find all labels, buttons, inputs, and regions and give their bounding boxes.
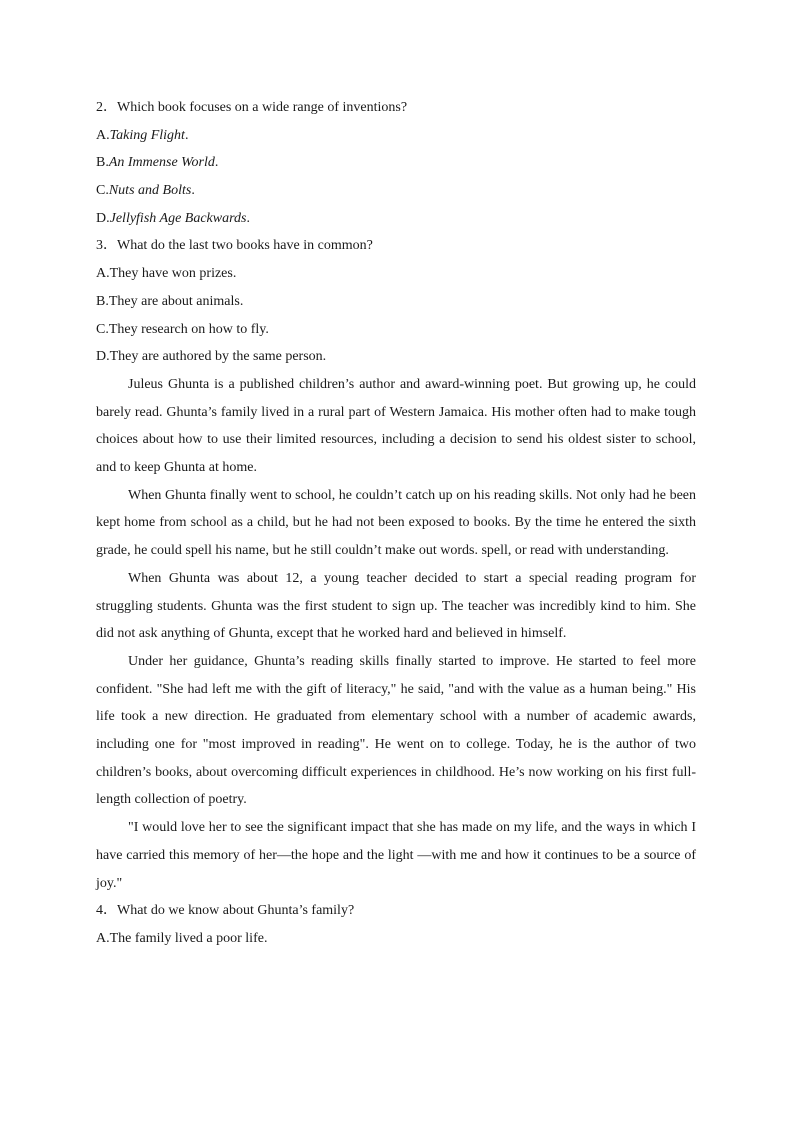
passage-paragraph: "I would love her to see the significant impact that she has made on my life, and the ways in which I have carried this memory of her—the hope and the light —with me and how it continues to be a source of joy."	[96, 820, 696, 891]
passage-paragraph: When Ghunta finally went to school, he couldn’t catch up on his reading skills. Not only had he been kept home from school as a child, but he had not been exposed to books. By the time he entered the sixth grade, he could spell his name, but he still couldn’t make out words. spell, or read with understanding.	[96, 487, 696, 559]
question-2-option-b: B.An Immense World.	[96, 155, 219, 171]
question-3-option-b: B.They are about animals.	[96, 293, 244, 309]
book-title: An Immense World	[108, 155, 215, 171]
book-title: Nuts and Bolts	[108, 183, 192, 199]
question-4-option-a: A.The family lived a poor life.	[96, 930, 268, 946]
question-3-stem: 3．What do the last two books have in common?	[96, 238, 373, 254]
book-title: Jellyfish Age Backwards	[109, 210, 247, 226]
question-2-option-c: C.Nuts and Bolts.	[96, 183, 195, 199]
book-title: Taking Flight	[109, 127, 185, 143]
question-2-option-a: A.Taking Flight.	[96, 127, 189, 143]
worksheet-page	[96, 94, 696, 953]
passage-paragraph: Under her guidance, Ghunta’s reading skills finally started to improve. He started to feel more confident. "She had left me with the gift of literacy," he said, "and with the value as a human being." His life took a new direction. He graduated from elementary school with a number of academic awards, including one for "most improved in reading". He went on to college. Today, he is the author of two children’s books, about overcoming difficult experiences in childhood. He’s now working on his first full-length collection of poetry.	[96, 653, 696, 808]
question-4-stem: 4．What do we know about Ghunta’s family?	[96, 903, 355, 919]
question-2-stem: 2．Which book focuses on a wide range of inventions?	[96, 100, 408, 115]
passage-paragraph: When Ghunta was about 12, a young teacher decided to start a special reading program for struggling students. Ghunta was the first student to sign up. The teacher was incredibly kind to him. She did not ask anything of Ghunta, except that he worked hard and believed in himself.	[96, 570, 696, 642]
question-3-option-d: D.They are authored by the same person.	[96, 349, 327, 365]
question-3-option-c: C.They research on how to fly.	[96, 321, 269, 337]
question-3-option-a: A.They have won prizes.	[96, 266, 237, 282]
passage-paragraph: Juleus Ghunta is a published children’s author and award-winning poet. But growing up, he could barely read. Ghunta’s family lived in a rural part of Western Jamaica. His mother often had to make tough choices about how to use their limited resources, including a decision to send his oldest sister to school, and to keep Ghunta at home.	[96, 376, 696, 475]
question-2-option-d: D.Jellyfish Age Backwards.	[96, 210, 250, 226]
